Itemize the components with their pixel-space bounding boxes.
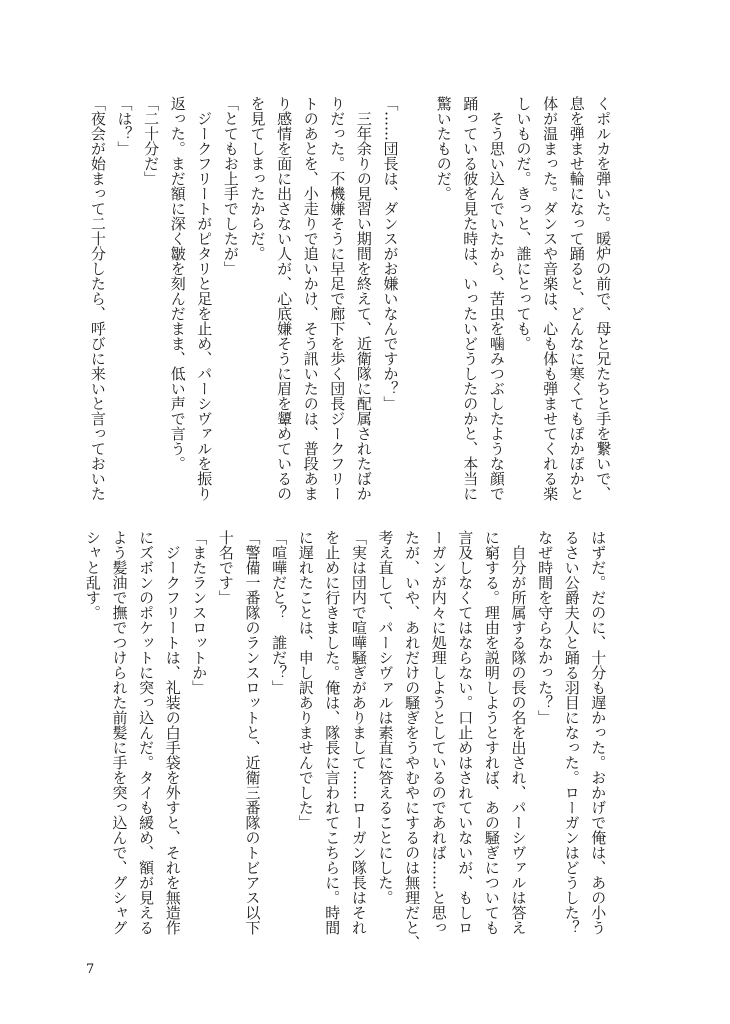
text-column: にズボンのポケットに突っ込んだ。タイも緩め、額が見える	[137, 530, 156, 935]
text-column: り感情を面に出さない人が、心底嫌そうに眉を顰めているの	[275, 96, 294, 501]
text-column: を見てしまったからだ。	[248, 96, 267, 261]
text-column: たが、いや、あれだけの騒ぎをうやむやにするのは無理だと、	[403, 530, 422, 950]
text-column: 自分が所属する隊の長の名を出され、パーシヴァルは答え	[509, 530, 528, 935]
text-column: に遅れたことは、申し訳ありませんでした」	[296, 530, 315, 830]
text-column: りだった。不機嫌そうに早足で廊下を歩く団長ジークフリー	[328, 96, 347, 501]
text-column: 「とてもお上手でしたが」	[221, 96, 240, 276]
text-column: 驚いたものだ。	[434, 96, 453, 201]
text-column: 「は？」	[115, 96, 134, 156]
text-column: 体が温まった。ダンスや音楽は、心も体も弾ませてくれる楽	[541, 96, 560, 501]
text-column: トのあとを、小走りで追いかけ、そう訊いたのは、普段あま	[301, 96, 320, 501]
text-column: 三年余りの見習い期間を終えて、近衛隊に配属されたばか	[354, 96, 373, 501]
text-column: なぜ時間を守らなかった？」	[536, 530, 555, 725]
text-column: 考え直して、パーシヴァルは素直に答えることにした。	[376, 530, 395, 905]
text-column: 返った。まだ額に深く皺を刻んだまま、低い声で言う。	[168, 96, 187, 471]
text-column: 「喧嘩だと？ 誰だ？」	[270, 530, 289, 695]
text-column: 「実は団内で喧嘩騒ぎがありまして……ローガン隊長はそれ	[349, 530, 368, 935]
text-column: 「……団長は、ダンスがお嫌いなんですか？」	[381, 96, 400, 411]
text-column: るさい公爵夫人と踊る羽目になった。ローガンはどうした？	[562, 530, 581, 935]
text-column: ジークフリートは、礼装の白手袋を外すと、それを無造作	[163, 530, 182, 935]
text-column: 「夜会が始まって二十分したら、呼びに来いと言っておいた	[88, 96, 107, 501]
text-column: よう髪油で撫でつけられた前髪に手を突っ込んで、グシャグ	[110, 530, 129, 935]
text-column: 「警備一番隊のランスロットと、近衛三番隊のトビアス以下	[243, 530, 262, 935]
page-number: 7	[86, 962, 95, 977]
text-column: そう思い込んでいたから、苦虫を噛みつぶしたような顔で	[487, 96, 506, 501]
text-column: しいものだ。きっと、誰にとっても。	[514, 96, 533, 351]
text-column: シャと乱す。	[83, 530, 102, 620]
text-column: 踊っている彼を見た時は、いったいどうしたのかと、本当に	[461, 96, 480, 501]
text-column: はずだ。だのに、十分も遅かった。おかげで俺は、あの小う	[589, 530, 608, 935]
text-column: ジークフリートがピタリと足を止め、パーシヴァルを振り	[195, 96, 214, 501]
text-column: 「二十分だ」	[142, 96, 161, 186]
text-column: を止めに行きました。俺は、隊長に言われてこちらに。時間	[323, 530, 342, 935]
text-column: ーガンが内々に処理しようとしているのであれば……と思っ	[429, 530, 448, 935]
text-column: 十名です」	[216, 530, 235, 605]
text-column: 言及しなくてはならない。口止めはされていないが、もしロ	[456, 530, 475, 935]
text-column: 「またランスロットか」	[190, 530, 209, 695]
text-column: 息を弾ませ輪になって踊ると、どんなに寒くてもぽかぽかと	[567, 96, 586, 501]
text-column: に窮する。理由を説明しようとすれば、あの騒ぎについても	[482, 530, 501, 935]
text-column: くポルカを弾いた。暖炉の前で、母と兄たちと手を繋いで、	[594, 96, 613, 501]
